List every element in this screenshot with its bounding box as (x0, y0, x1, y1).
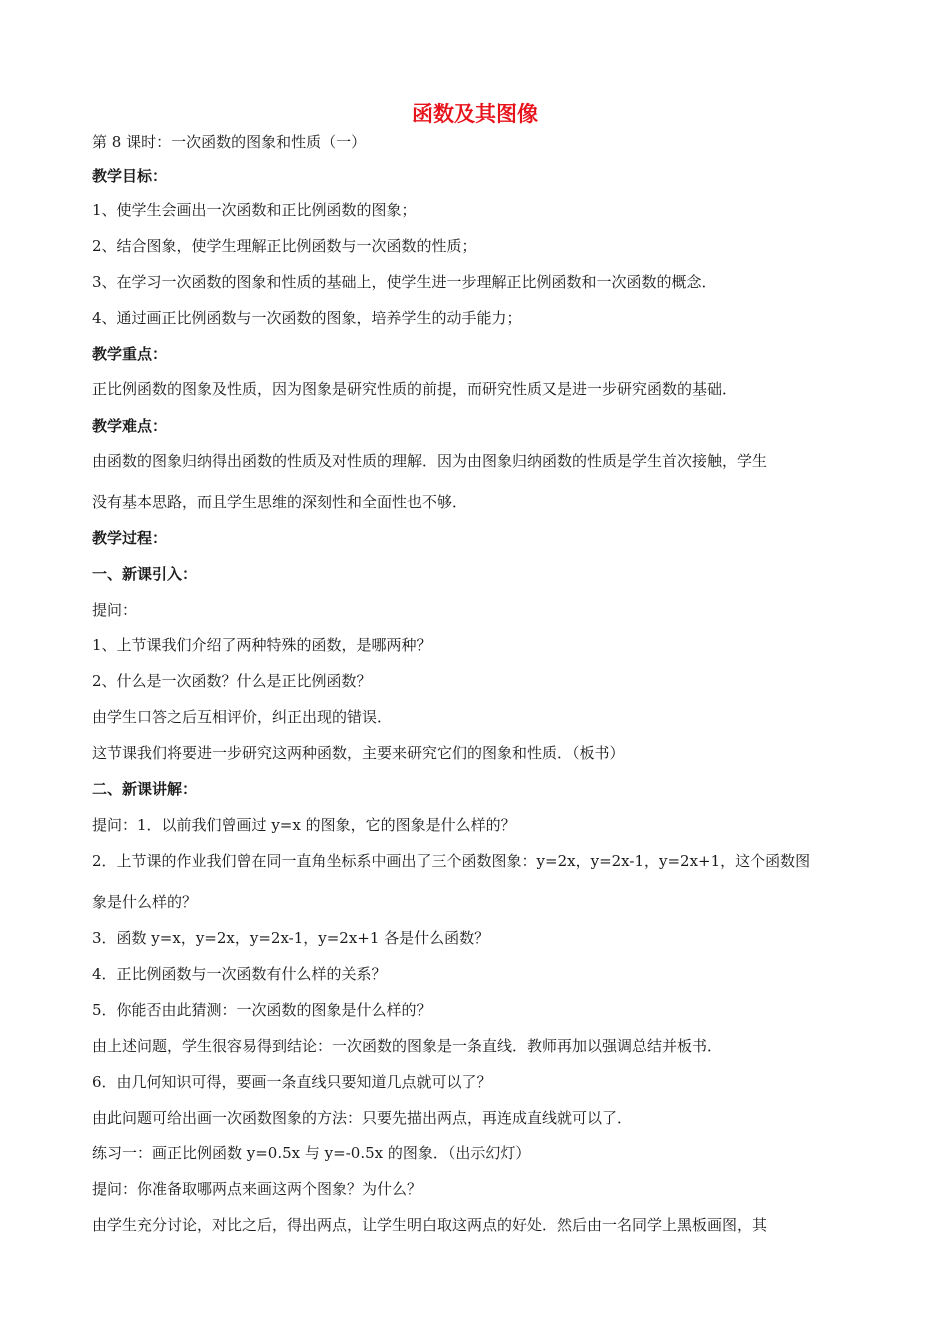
objectives-heading: 教学目标： (92, 167, 168, 185)
objective-item: 3、在学习一次函数的图象和性质的基础上，使学生进一步理解正比例函数和一次函数的概念． (92, 273, 717, 291)
lecture-line: 象是什么样的？ (92, 893, 198, 911)
key-points-text: 正比例函数的图象及性质，因为图象是研究性质的前提，而研究性质又是进一步研究函数的基础． (92, 380, 738, 398)
difficulty-heading: 教学难点： (92, 417, 168, 435)
intro-line: 提问： (92, 601, 138, 619)
section-intro-heading: 一、新课引入： (92, 565, 198, 583)
lecture-line: 4．正比例函数与一次函数有什么样的关系？ (92, 965, 387, 983)
section-lecture-heading: 二、新课讲解： (92, 780, 198, 798)
intro-line: 由学生口答之后互相评价，纠正出现的错误． (92, 708, 393, 726)
objective-item: 2、结合图象，使学生理解正比例函数与一次函数的性质； (92, 237, 477, 255)
lecture-line: 2．上节课的作业我们曾在同一直角坐标系中画出了三个函数图象：y=2x，y=2x-1，y=2x+1，这个函数图 (92, 852, 811, 870)
lecture-line: 由上述问题，学生很容易得到结论：一次函数的图象是一条直线．教师再加以强调总结并板书． (92, 1037, 723, 1055)
lecture-line: 练习一：画正比例函数 y=0.5x 与 y=-0.5x 的图象．（出示幻灯） (92, 1144, 531, 1162)
lecture-line: 5．你能否由此猜测：一次函数的图象是什么样的？ (92, 1001, 432, 1019)
lecture-line: 提问：你准备取哪两点来画这两个图象？为什么？ (92, 1180, 423, 1198)
intro-line: 1、上节课我们介绍了两种特殊的函数，是哪两种？ (92, 636, 432, 654)
lecture-line: 由此问题可给出画一次函数图象的方法：只要先描出两点，再连成直线就可以了． (92, 1109, 633, 1127)
objective-item: 4、通过画正比例函数与一次函数的图象，培养学生的动手能力； (92, 309, 522, 327)
lecture-line: 3．函数 y=x，y=2x，y=2x-1，y=2x+1 各是什么函数？ (92, 929, 490, 947)
process-heading: 教学过程： (92, 529, 168, 547)
difficulty-text: 由函数的图象归纳得出函数的性质及对性质的理解．因为由图象归纳函数的性质是学生首次接触，学生 (92, 452, 768, 470)
objective-item: 1、使学生会画出一次函数和正比例函数的图象； (92, 201, 417, 219)
intro-line: 这节课我们将要进一步研究这两种函数，主要来研究它们的图象和性质．（板书） (92, 744, 625, 762)
difficulty-text: 没有基本思路，而且学生思维的深刻性和全面性也不够． (92, 493, 468, 511)
document-title: 函数及其图像 (412, 102, 538, 126)
lecture-line: 由学生充分讨论，对比之后，得出两点，让学生明白取这两点的好处．然后由一名同学上黑板画图，其 (92, 1216, 768, 1234)
key-points-heading: 教学重点： (92, 345, 168, 363)
lecture-line: 提问：1．以前我们曾画过 y=x 的图象，它的图象是什么样的？ (92, 816, 516, 834)
intro-line: 2、什么是一次函数？什么是正比例函数？ (92, 672, 372, 690)
lesson-subtitle: 第 8 课时：一次函数的图象和性质（一） (92, 133, 367, 151)
lecture-line: 6．由几何知识可得，要画一条直线只要知道几点就可以了？ (92, 1073, 492, 1091)
